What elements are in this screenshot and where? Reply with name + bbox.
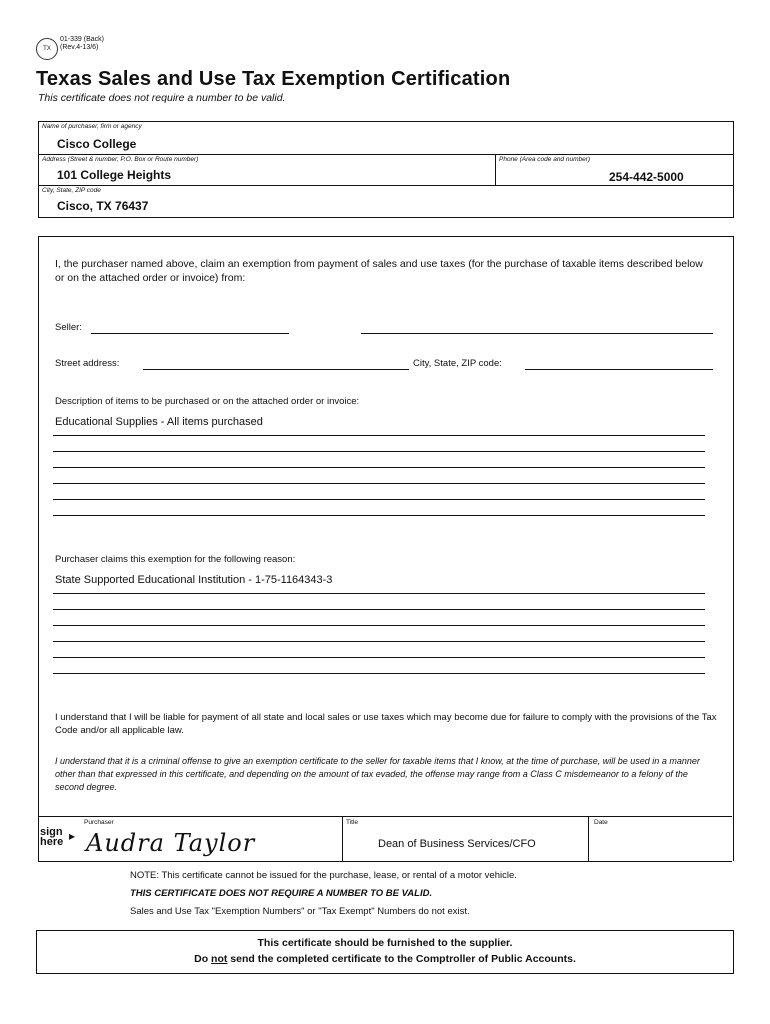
purchaser-signature-label: Purchaser	[84, 819, 114, 826]
description-value[interactable]: Educational Supplies - All items purchased	[55, 416, 263, 428]
seller-field-continued[interactable]	[361, 333, 713, 334]
no-number-notice: THIS CERTIFICATE DOES NOT REQUIRE A NUMBER TO BE VALID.	[130, 888, 433, 899]
title-label: Title	[346, 819, 359, 826]
exempt-numbers-note: Sales and Use Tax "Exemption Numbers" or "Tax Exempt" Numbers do not exist.	[130, 906, 470, 917]
do-not-send-emphasis: not	[211, 953, 228, 965]
title-value[interactable]: Dean of Business Services/CFO	[378, 838, 536, 850]
reason-value[interactable]: State Supported Educational Institution - 1-75-1164343-3	[55, 574, 333, 586]
purchaser-address[interactable]: 101 College Heights	[57, 168, 172, 182]
street-address-label: Street address:	[55, 358, 120, 369]
city-zip-label: City, State, ZIP code:	[413, 358, 502, 369]
city-label: City, State, ZIP code	[42, 187, 101, 194]
do-not-send-post: send the completed certificate to the Comptroller of Public Accounts.	[227, 953, 576, 965]
liability-statement: I understand that I will be liable for payment of all state and local sales or use taxes which may become due for failure to comply with the provisions of the Tax Code and/or all applicable law.	[55, 712, 717, 736]
sign-here-marker: sign here	[40, 826, 64, 848]
offense-statement: I understand that it is a criminal offense to give an exemption certificate to the seller for taxable items that I know, at the time of purchase, will be used in a manner other than that expressed in this certificate, and depending on the amount of tax evaded, the offense may range from a Class C misdemeanor to a felony of the second degree.	[55, 756, 700, 792]
phone-label: Phone (Area code and number)	[499, 156, 591, 163]
seller-label: Seller:	[55, 322, 82, 333]
comptroller-seal-icon: TX	[36, 38, 58, 60]
purchaser-name-label: Name of purchaser, firm or agency	[42, 123, 142, 130]
form-revision: (Rev.4-13/6)	[60, 44, 99, 51]
form-number-block	[60, 36, 104, 52]
form-number: 01-339 (Back)	[60, 36, 104, 43]
seller-field[interactable]	[91, 333, 289, 334]
street-address-field[interactable]	[143, 369, 409, 370]
claim-statement: I, the purchaser named above, claim an exemption from payment of sales and use taxes (for the purchase of taxable items described below or on the attached order or invoice) from:	[55, 258, 703, 284]
furnish-notice-box	[36, 930, 734, 974]
date-label: Date	[594, 819, 608, 826]
signature-row	[38, 816, 732, 861]
purchaser-address-label: Address (Street & number, P.O. Box or Route number)	[42, 156, 199, 163]
do-not-send-notice	[37, 953, 733, 966]
purchaser-city[interactable]: Cisco, TX 76437	[57, 199, 149, 213]
purchaser-signature[interactable]: Audra Taylor	[86, 829, 256, 857]
form-subtitle: This certificate does not require a number to be valid.	[38, 92, 286, 104]
purchaser-name[interactable]: Cisco College	[57, 137, 137, 151]
arrow-right-icon: ▸	[69, 829, 76, 843]
description-label: Description of items to be purchased or on the attached order or invoice:	[55, 396, 360, 407]
reason-label: Purchaser claims this exemption for the following reason:	[55, 554, 296, 565]
form-title: Texas Sales and Use Tax Exemption Certification	[36, 68, 511, 90]
exemption-body-box	[38, 236, 734, 861]
furnish-to-supplier: This certificate should be furnished to the supplier.	[257, 937, 513, 949]
do-not-send-pre: Do	[194, 953, 212, 965]
purchaser-phone[interactable]: 254-442-5000	[609, 170, 684, 184]
motor-vehicle-note: NOTE: This certificate cannot be issued for the purchase, lease, or rental of a motor vehicle.	[130, 870, 517, 881]
city-zip-field[interactable]	[525, 369, 713, 370]
purchaser-box	[38, 121, 734, 218]
